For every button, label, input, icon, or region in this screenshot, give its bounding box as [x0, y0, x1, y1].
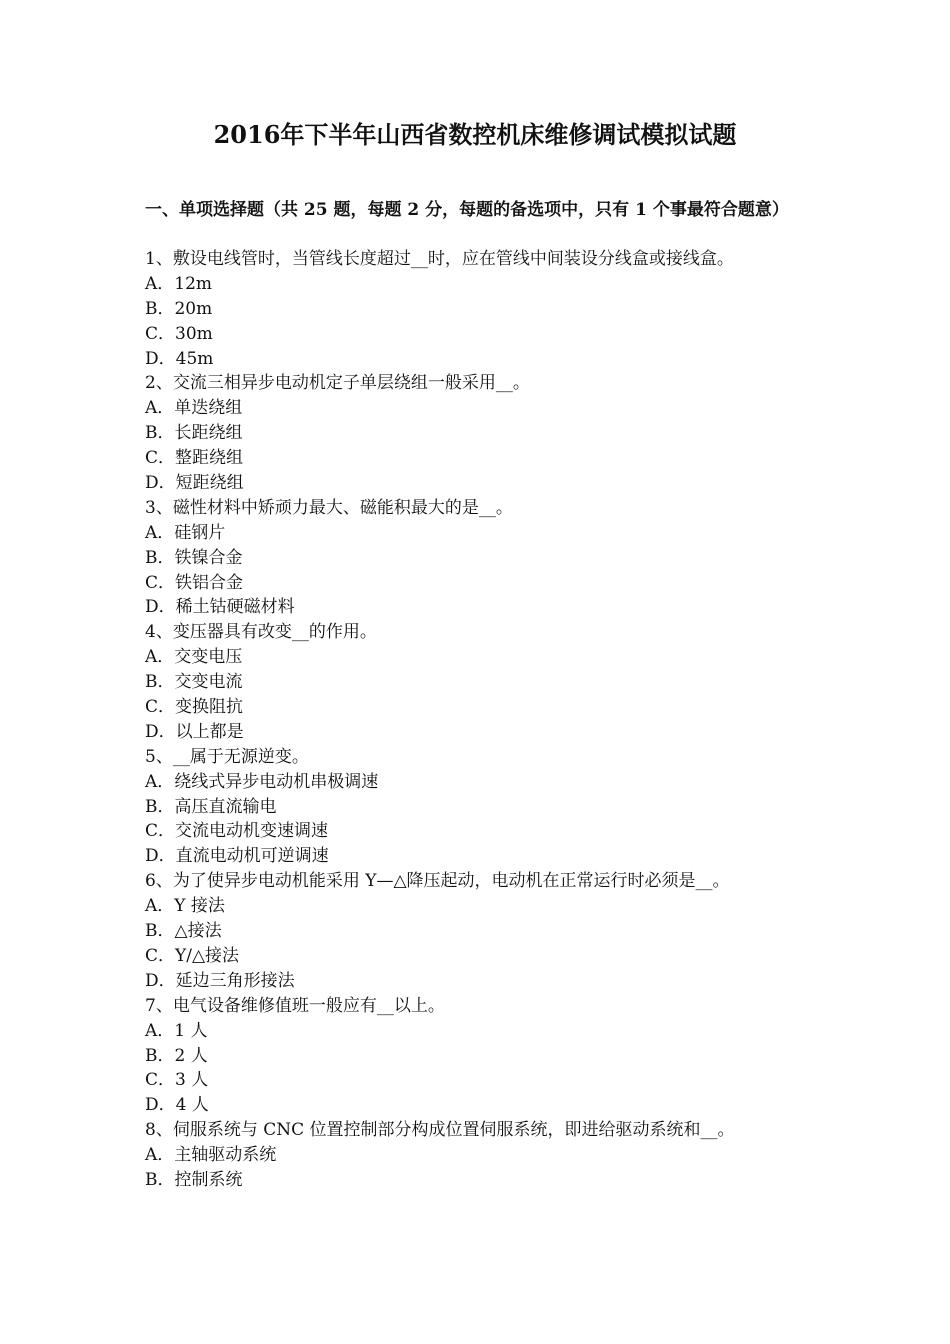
answer-option: B．长距绕组: [145, 423, 243, 444]
answer-option: D．4 人: [145, 1095, 209, 1116]
answer-option: A．Y 接法: [145, 896, 225, 917]
answer-option: D．短距绕组: [145, 473, 244, 494]
answer-option: B．控制系统: [145, 1169, 243, 1190]
question-list: [145, 247, 825, 1193]
document-title: 2016年下半年山西省数控机床维修调试模拟试题: [213, 120, 737, 149]
answer-option: B．铁镍合金: [145, 547, 243, 568]
answer-option: C．变换阻抗: [145, 697, 244, 718]
question-stem: 8、伺服系统与 CNC 位置控制部分构成位置伺服系统，即进给驱动系统和__。: [145, 1120, 735, 1141]
question-stem: 2、交流三相异步电动机定子单层绕组一般采用__。: [145, 373, 530, 394]
answer-option: B．交变电流: [145, 672, 243, 693]
answer-option: B．20m: [145, 298, 213, 319]
answer-option: A．交变电压: [145, 647, 243, 668]
answer-option: A．1 人: [145, 1020, 208, 1041]
question-item: [145, 247, 825, 371]
section-heading: 一、单项选择题（共 25 题，每题 2 分，每题的备选项中，只有 1 个事最符合题意）: [145, 200, 789, 220]
question-item: [145, 994, 825, 1118]
answer-option: C．铁铝合金: [145, 572, 244, 593]
question-item: [145, 745, 825, 869]
answer-option: B．2 人: [145, 1045, 208, 1066]
answer-option: C．3 人: [145, 1070, 209, 1091]
answer-option: D．以上都是: [145, 721, 244, 742]
answer-option: B．高压直流输电: [145, 796, 277, 817]
question-item: [145, 869, 825, 993]
question-stem: 5、__属于无源逆变。: [145, 746, 309, 767]
answer-option: A．绕线式异步电动机串极调速: [145, 771, 379, 792]
answer-option: C．交流电动机变速调速: [145, 821, 329, 842]
question-item: [145, 1118, 825, 1193]
question-item: [145, 496, 825, 620]
question-stem: 3、磁性材料中矫顽力最大、磁能积最大的是__。: [145, 497, 513, 518]
question-stem: 6、为了使异步电动机能采用 Y—△降压起动，电动机在正常运行时必须是__。: [145, 871, 730, 892]
answer-option: D．延边三角形接法: [145, 970, 295, 991]
question-item: [145, 620, 825, 744]
answer-option: A．12m: [145, 273, 213, 294]
answer-option: D．45m: [145, 348, 214, 369]
answer-option: B．△接法: [145, 921, 222, 942]
answer-option: C．整距绕组: [145, 448, 244, 469]
answer-option: D．稀土钴硬磁材料: [145, 597, 295, 618]
answer-option: C．Y/△接法: [145, 945, 240, 966]
answer-option: C．30m: [145, 323, 213, 344]
answer-option: D．直流电动机可逆调速: [145, 846, 329, 867]
question-stem: 4、变压器具有改变__的作用。: [145, 622, 377, 643]
answer-option: A．硅钢片: [145, 522, 226, 543]
question-item: [145, 371, 825, 495]
answer-option: A．单迭绕组: [145, 398, 243, 419]
question-stem: 1、敷设电线管时，当管线长度超过__时，应在管线中间装设分线盒或接线盒。: [145, 249, 734, 269]
question-stem: 7、电气设备维修值班一般应有__以上。: [145, 995, 445, 1016]
answer-option: A．主轴驱动系统: [145, 1145, 277, 1166]
